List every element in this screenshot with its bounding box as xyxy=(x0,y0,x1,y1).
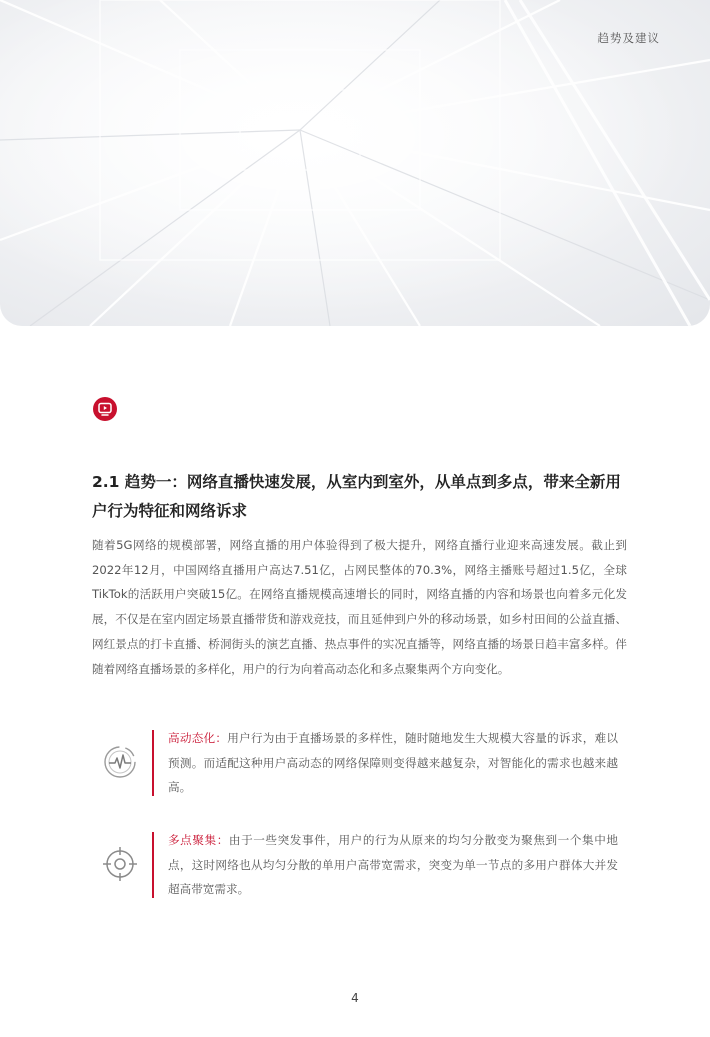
pulse-dial-icon xyxy=(100,742,140,782)
page-number: 4 xyxy=(351,991,359,1005)
trend-item-text xyxy=(168,828,618,902)
trend-item-multi-point xyxy=(92,828,632,902)
trend-item-description: 用户行为由于直播场景的多样性，随时随地发生大规模大容量的诉求，难以预测。而适配这种用户高动态的网络保障则变得越来越复杂，对智能化的需求也越来越高。 xyxy=(168,731,618,794)
trend-item-description: 由于一些突发事件，用户的行为从原来的均匀分散变为聚焦到一个集中地点，这时网络也从均匀分散的单用户高带宽需求，突变为单一节点的多用户群体大并发超高带宽需求。 xyxy=(168,833,618,896)
light-tunnel-graphic xyxy=(0,0,710,326)
trend-item-title: 多点聚集： xyxy=(168,833,229,847)
accent-bar xyxy=(152,730,154,796)
section-paragraph: 随着5G网络的规模部署，网络直播的用户体验得到了极大提升，网络直播行业迎来高速发展。截止到2022年12月，中国网络直播用户高达7.51亿，占网民整体的70.3%，网络主播账号超过1.5亿，全球TikTok的活跃用户突破15亿。在网络直播规模高速增长的同时，网络直播的内容和场景也向着多元化发展，不仅是在室内固定场景直播带货和游戏竞技，而且延伸到户外的移动场景，如乡村田间的公益直播、网红景点的打卡直播、桥洞街头的演艺直播、热点事件的实况直播等，网络直播的场景日趋丰富多样。伴随着网络直播场景的多样化，用户的行为向着高动态化和多点聚集两个方向变化。 xyxy=(92,538,627,676)
trend-item-high-dynamic xyxy=(92,726,632,800)
target-crosshair-icon xyxy=(100,844,140,884)
live-stream-icon xyxy=(93,397,117,421)
trend-item-text xyxy=(168,726,618,800)
section-label: 趋势及建议 xyxy=(597,31,660,45)
hero-image xyxy=(0,0,710,326)
live-stream-glyph xyxy=(97,401,113,417)
trend-item-title: 高动态化： xyxy=(168,731,228,745)
section-title: 2.1 趋势一：网络直播快速发展，从室内到室外，从单点到多点，带来全新用户行为特征和网络诉求 xyxy=(92,473,621,520)
accent-bar xyxy=(152,832,154,898)
